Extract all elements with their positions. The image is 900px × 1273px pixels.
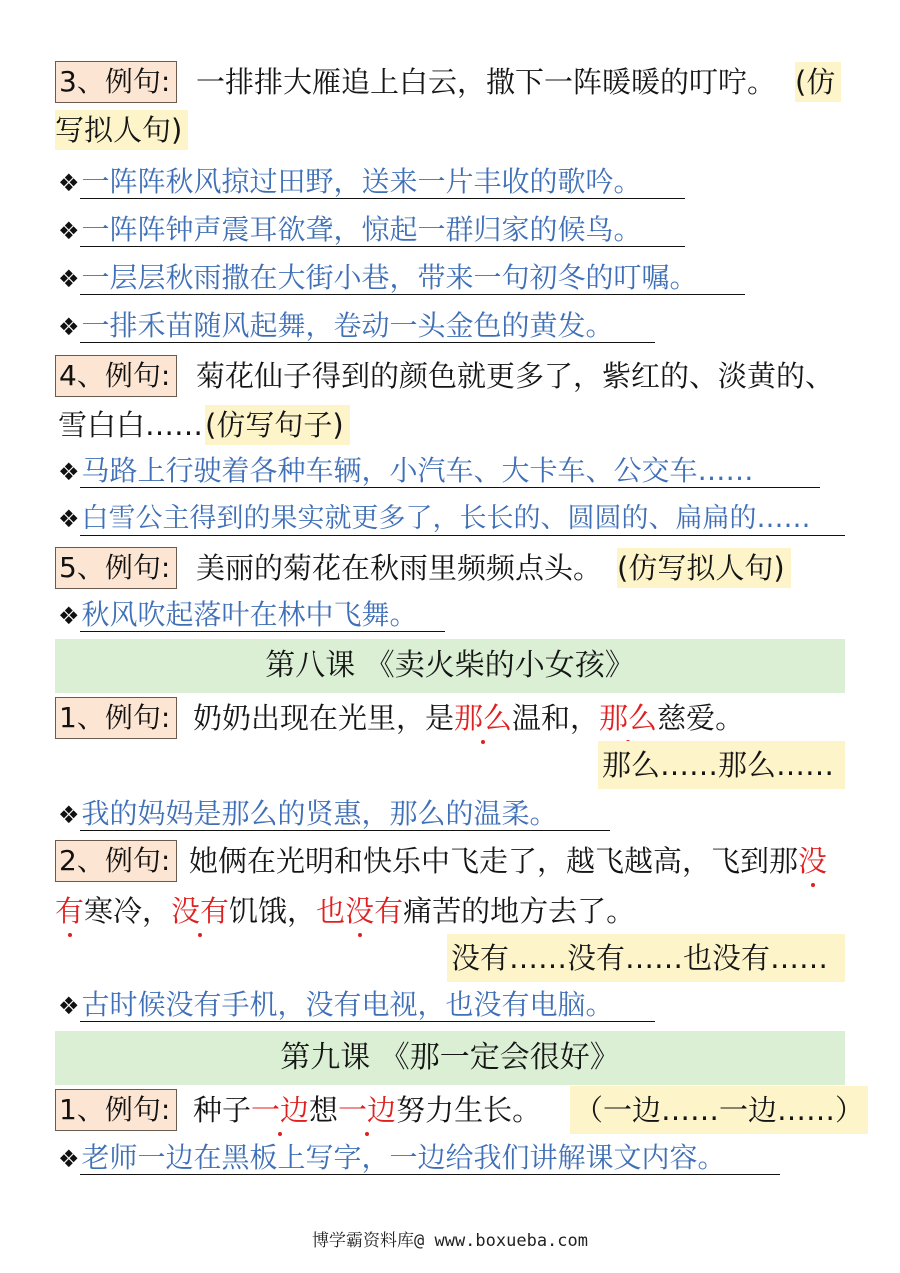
underline <box>80 1174 780 1175</box>
emphasis-word: 也没有 <box>316 891 403 931</box>
instruction-note: 写拟人句) <box>55 110 188 150</box>
answer-line: ❖一阵阵钟声震耳欲聋，惊起一群归家的候鸟。 <box>58 213 642 246</box>
answer-line: ❖一阵阵秋风掠过田野，送来一片丰收的歌吟。 <box>58 165 642 198</box>
answer-line: ❖一排禾苗随风起舞，卷动一头金色的黄发。 <box>58 309 614 342</box>
example-label: 5、例句: <box>55 547 177 589</box>
bullet-icon: ❖ <box>58 217 80 245</box>
bullet-icon: ❖ <box>58 313 80 341</box>
bullet-icon: ❖ <box>58 265 80 293</box>
example-label: 1、例句: <box>55 1089 177 1131</box>
example-sentence: 雪白白…… <box>58 408 204 442</box>
answer-line: ❖白雪公主得到的果实就更多了，长长的、圆圆的、扁扁的…… <box>58 503 811 534</box>
example-sentence: 她俩在光明和快乐中飞走了，越飞越高，飞到那没 <box>189 841 827 881</box>
footer-watermark: 博学霸资料库@ www.boxueba.com <box>312 1231 588 1251</box>
answer-line: ❖老师一边在黑板上写字，一边给我们讲解课文内容。 <box>58 1141 726 1174</box>
bullet-icon: ❖ <box>58 801 80 829</box>
underline <box>80 830 610 831</box>
answer-line: ❖秋风吹起落叶在林中飞舞。 <box>58 598 418 631</box>
bullet-icon: ❖ <box>58 1145 80 1173</box>
example-label: 3、例句: <box>55 61 177 103</box>
example-sentence: 美丽的菊花在秋雨里频频点头。 <box>196 551 603 585</box>
example-sentence: 一排排大雁追上白云，撒下一阵暖暖的叮咛。 <box>196 65 777 99</box>
underline <box>80 631 445 632</box>
underline <box>80 342 655 343</box>
emphasis-word: 一边 <box>338 1090 396 1130</box>
emphasis-word: 没有 <box>171 891 229 931</box>
emphasis-word: 那么 <box>454 698 512 738</box>
underline <box>80 1021 655 1022</box>
underline <box>80 198 685 199</box>
instruction-note: （一边……一边……） <box>570 1086 868 1134</box>
bullet-icon: ❖ <box>58 992 80 1020</box>
answer-line: ❖古时候没有手机，没有电视，也没有电脑。 <box>58 988 614 1021</box>
example-label: 4、例句: <box>55 355 177 397</box>
underline <box>80 294 745 295</box>
lesson-title: 第八课 《卖火柴的小女孩》 <box>55 639 845 693</box>
sentence-pattern: 没有……没有……也没有…… <box>447 934 845 982</box>
lesson-title: 第九课 《那一定会很好》 <box>55 1031 845 1085</box>
example-sentence: 种子一边想一边努力生长。 <box>193 1090 541 1130</box>
emphasis-word: 那么 <box>599 698 657 738</box>
bullet-icon: ❖ <box>58 458 80 486</box>
instruction-note: (仿写句子) <box>205 405 350 445</box>
underline <box>80 487 820 488</box>
underline <box>80 246 685 247</box>
emphasis-word: 没 <box>798 841 827 881</box>
example-label: 2、例句: <box>55 840 177 882</box>
example-sentence: 奶奶出现在光里，是那么温和，那么慈爱。 <box>193 698 744 738</box>
bullet-icon: ❖ <box>58 602 80 630</box>
example-label: 1、例句: <box>55 697 177 739</box>
sentence-pattern: 那么……那么…… <box>598 741 845 789</box>
emphasis-word: 有 <box>55 891 84 931</box>
instruction-note: (仿 <box>795 62 841 102</box>
instruction-note: (仿写拟人句) <box>617 548 791 588</box>
answer-line: ❖我的妈妈是那么的贤惠，那么的温柔。 <box>58 797 558 830</box>
emphasis-word: 一边 <box>251 1090 309 1130</box>
answer-line: ❖马路上行驶着各种车辆，小汽车、大卡车、公交车…… <box>58 454 754 487</box>
bullet-icon: ❖ <box>58 169 80 197</box>
underline <box>80 535 845 536</box>
example-sentence: 有寒冷，没有饥饿，也没有痛苦的地方去了。 <box>55 891 635 931</box>
bullet-icon: ❖ <box>58 505 80 533</box>
answer-line: ❖一层层秋雨撒在大街小巷，带来一句初冬的叮嘱。 <box>58 261 698 294</box>
example-sentence: 菊花仙子得到的颜色就更多了，紫红的、淡黄的、 <box>196 359 835 393</box>
